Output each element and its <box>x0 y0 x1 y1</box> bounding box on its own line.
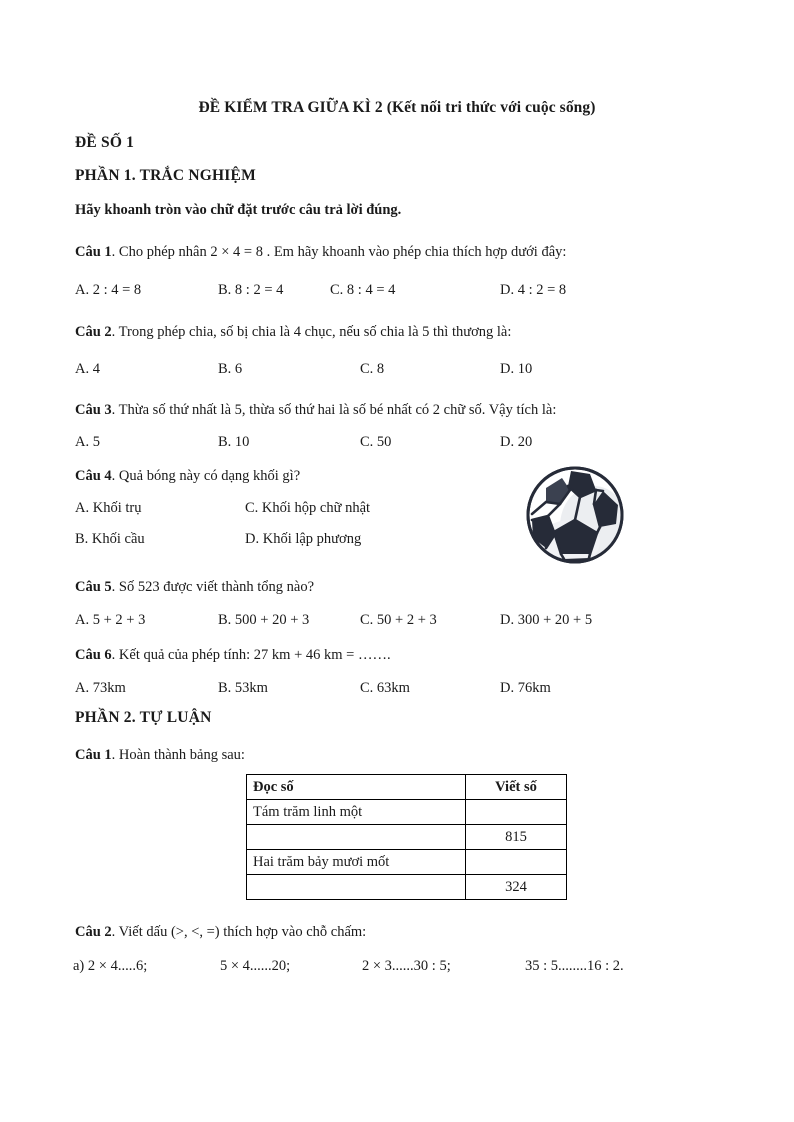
question-1-option-c[interactable]: C. 8 : 4 = 4 <box>330 282 396 298</box>
question-4-option-a[interactable]: A. Khối trụ <box>75 500 142 516</box>
table-cell-read-2[interactable] <box>247 825 466 850</box>
question-6-option-b[interactable]: B. 53km <box>218 680 268 696</box>
table-cell-read-1: Tám trăm linh một <box>247 800 466 825</box>
part2-q2-item-c[interactable]: 2 × 3......30 : 5; <box>362 958 451 974</box>
part2-question-1-text <box>75 745 245 765</box>
part2-question-2-body: . Viết dấu (>, <, =) thích hợp vào chỗ chấm: <box>111 924 367 940</box>
table-cell-write-2: 815 <box>466 825 567 850</box>
page-title-parenthetical: (Kết nối tri thức với cuộc sống) <box>386 99 596 116</box>
question-3-option-a[interactable]: A. 5 <box>75 434 100 450</box>
part2-question-1-body: . Hoàn thành bảng sau: <box>111 747 245 763</box>
question-1-option-d[interactable]: D. 4 : 2 = 8 <box>500 282 567 298</box>
table-header-write: Viết số <box>466 775 567 800</box>
table-cell-read-3: Hai trăm bảy mươi mốt <box>247 850 466 875</box>
part2-q2-item-b[interactable]: 5 × 4......20; <box>220 958 291 974</box>
table-header-read: Đọc số <box>247 775 466 800</box>
question-6-option-a[interactable]: A. 73km <box>75 680 126 696</box>
part2-q2-item-a[interactable]: a) 2 × 4.....6; <box>73 958 148 974</box>
question-1-text <box>75 242 566 262</box>
question-2-option-c[interactable]: C. 8 <box>360 361 385 377</box>
question-2-label: Câu 2 <box>75 324 112 340</box>
question-5-option-a[interactable]: A. 5 + 2 + 3 <box>75 612 146 628</box>
question-6-option-c[interactable]: C. 63km <box>360 680 410 696</box>
table-cell-write-4: 324 <box>466 875 567 900</box>
part2-q2-item-d[interactable]: 35 : 5........16 : 2. <box>525 958 624 974</box>
question-1-body: . Cho phép nhân 2 × 4 = 8 . Em hãy khoanh vào phép chia thích hợp dưới đây: <box>111 244 567 260</box>
question-3-body: . Thừa số thứ nhất là 5, thừa số thứ hai là số bé nhất có 2 chữ số. Vậy tích là: <box>111 402 557 418</box>
question-6-label: Câu 6 <box>75 647 112 663</box>
part2-question-2-label: Câu 2 <box>75 924 112 940</box>
question-2-body: . Trong phép chia, số bị chia là 4 chục, nếu số chia là 5 thì thương là: <box>111 324 512 340</box>
question-4-option-c[interactable]: C. Khối hộp chữ nhật <box>245 500 371 516</box>
question-5-body: . Số 523 được viết thành tổng nào? <box>111 579 315 595</box>
question-2-option-a[interactable]: A. 4 <box>75 361 100 377</box>
page-title <box>0 98 794 118</box>
part2-question-1-label: Câu 1 <box>75 747 112 763</box>
table-header-row <box>247 775 567 800</box>
soccer-ball-image <box>524 464 626 566</box>
question-5-label: Câu 5 <box>75 579 112 595</box>
table-cell-write-3[interactable] <box>466 850 567 875</box>
page-title-main: ĐỀ KIỂM TRA GIỮA KÌ 2 <box>198 99 387 116</box>
question-6-option-d[interactable]: D. 76km <box>500 680 551 696</box>
table-row <box>247 875 567 900</box>
question-2-text <box>75 322 511 342</box>
question-4-text <box>75 466 300 486</box>
question-5-option-d[interactable]: D. 300 + 20 + 5 <box>500 612 593 628</box>
question-3-option-d[interactable]: D. 20 <box>500 434 533 450</box>
question-4-body: . Quả bóng này có dạng khối gì? <box>111 468 301 484</box>
question-3-label: Câu 3 <box>75 402 112 418</box>
question-5-text <box>75 577 314 597</box>
question-1-label: Câu 1 <box>75 244 112 260</box>
question-2-option-b[interactable]: B. 6 <box>218 361 243 377</box>
question-1-option-a[interactable]: A. 2 : 4 = 8 <box>75 282 142 298</box>
part2-question-2-text <box>75 922 366 942</box>
part1-heading: PHẦN 1. TRẮC NGHIỆM <box>75 167 256 184</box>
table-row <box>247 850 567 875</box>
question-4-option-d[interactable]: D. Khối lập phương <box>245 531 362 547</box>
question-6-text <box>75 645 391 665</box>
question-4-option-b[interactable]: B. Khối cầu <box>75 531 145 547</box>
question-3-text <box>75 400 556 420</box>
table-row <box>247 800 567 825</box>
part1-instruction: Hãy khoanh tròn vào chữ đặt trước câu trả lời đúng. <box>75 202 402 218</box>
number-table <box>246 774 567 900</box>
question-3-option-c[interactable]: C. 50 <box>360 434 392 450</box>
question-2-option-d[interactable]: D. 10 <box>500 361 533 377</box>
question-5-option-c[interactable]: C. 50 + 2 + 3 <box>360 612 437 628</box>
question-3-option-b[interactable]: B. 10 <box>218 434 250 450</box>
part2-heading: PHẦN 2. TỰ LUẬN <box>75 709 212 726</box>
question-5-option-b[interactable]: B. 500 + 20 + 3 <box>218 612 310 628</box>
question-1-option-b[interactable]: B. 8 : 2 = 4 <box>218 282 284 298</box>
table-cell-write-1[interactable] <box>466 800 567 825</box>
table-row <box>247 825 567 850</box>
table-cell-read-4[interactable] <box>247 875 466 900</box>
question-6-body: . Kết quả của phép tính: 27 km + 46 km = ……. <box>111 647 391 663</box>
exam-number-heading: ĐỀ SỐ 1 <box>75 134 135 151</box>
question-4-label: Câu 4 <box>75 468 112 484</box>
